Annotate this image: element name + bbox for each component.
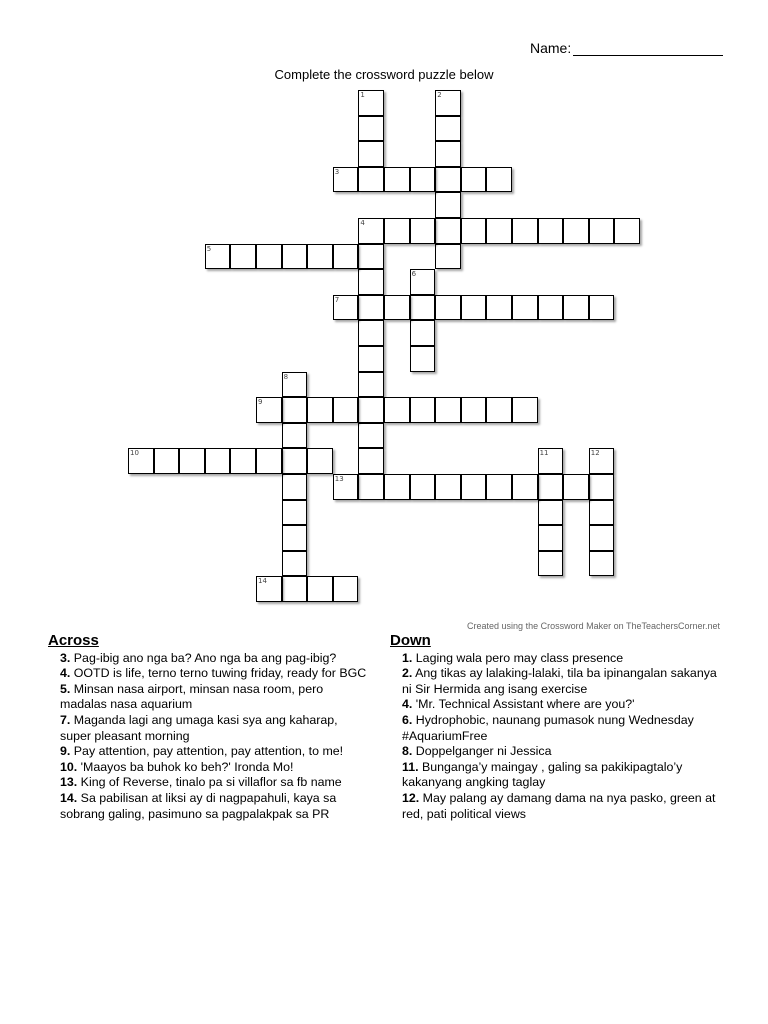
clue-item	[390, 744, 720, 760]
clue-number: 6	[411, 270, 417, 279]
clue-number: 1	[360, 91, 365, 99]
clue-item-number: 14.	[60, 790, 78, 805]
grid-cell[interactable]	[358, 397, 384, 423]
clue-item	[48, 651, 368, 667]
clue-item-text: OOTD is life, terno terno tuwing friday, ready for BGC	[70, 666, 367, 681]
grid-cell[interactable]	[333, 576, 359, 602]
grid-cell[interactable]	[512, 474, 538, 500]
grid-cell[interactable]	[282, 397, 308, 423]
grid-cell[interactable]	[205, 448, 231, 474]
clue-item-text: Pay attention, pay attention, pay attention, to me!	[70, 744, 344, 759]
grid-cell[interactable]	[410, 474, 436, 500]
grid-cell[interactable]	[435, 244, 461, 270]
grid-cell[interactable]	[282, 423, 308, 449]
clue-item	[390, 697, 720, 713]
grid-cell[interactable]	[358, 269, 384, 295]
grid-cell[interactable]	[282, 576, 308, 602]
clue-item-number: 8.	[402, 744, 413, 759]
grid-cell[interactable]	[538, 525, 564, 551]
grid-cell[interactable]	[589, 525, 615, 551]
clue-number: 12	[590, 449, 600, 458]
grid-cell[interactable]	[384, 397, 410, 423]
grid-cell[interactable]	[589, 474, 615, 500]
clue-item-number: 7.	[60, 712, 71, 727]
grid-cell[interactable]	[358, 116, 384, 142]
clue-item	[48, 744, 368, 760]
grid-cell[interactable]	[256, 244, 282, 270]
grid-cell[interactable]	[563, 218, 589, 244]
clue-item-number: 5.	[60, 681, 71, 696]
clue-item-number: 4.	[402, 697, 413, 712]
clue-item-number: 13.	[60, 775, 78, 790]
grid-cell[interactable]	[614, 218, 640, 244]
grid-cell[interactable]	[384, 474, 410, 500]
grid-cell[interactable]	[486, 397, 512, 423]
clue-item-text: Laging wala pero may class presence	[412, 650, 624, 665]
grid-cell[interactable]	[589, 218, 615, 244]
clue-item	[48, 713, 368, 744]
grid-cell[interactable]	[358, 244, 384, 270]
grid-cell[interactable]	[358, 295, 384, 321]
grid-cell[interactable]	[333, 244, 359, 270]
grid-cell[interactable]	[410, 397, 436, 423]
clue-item-number: 6.	[402, 712, 413, 727]
grid-cell[interactable]	[307, 397, 333, 423]
grid-cell[interactable]	[282, 500, 308, 526]
clue-item-number: 12.	[402, 790, 420, 805]
instructions: Complete the crossword puzzle below	[274, 67, 494, 82]
grid-cell[interactable]	[486, 295, 512, 321]
grid-cell[interactable]	[461, 474, 487, 500]
grid-cell[interactable]	[461, 167, 487, 193]
grid-cell[interactable]	[307, 576, 333, 602]
grid-cell[interactable]	[384, 295, 410, 321]
credit-text: Created using the Crossword Maker on TheTeachersCorner.net	[467, 621, 720, 631]
clue-item-number: 4.	[60, 666, 71, 681]
grid-cell[interactable]	[410, 218, 436, 244]
across-clues	[48, 633, 368, 822]
clue-number: 2	[437, 91, 442, 99]
clue-item-number: 11.	[402, 759, 419, 774]
grid-cell[interactable]	[410, 167, 436, 193]
grid-cell[interactable]	[512, 295, 538, 321]
clue-item	[390, 760, 720, 791]
grid-cell[interactable]	[435, 192, 461, 218]
grid-cell[interactable]	[563, 295, 589, 321]
grid-cell[interactable]	[333, 397, 359, 423]
grid-cell[interactable]	[589, 500, 615, 526]
grid-cell[interactable]	[461, 218, 487, 244]
clue-item-text: Maganda lagi ang umaga kasi sya ang kaharap, super pleasant morning	[60, 712, 338, 743]
clue-number: 9	[258, 398, 263, 407]
clue-number: 11	[539, 449, 549, 458]
clue-item-text: Ang tikas ay lalaking-lalaki, tila ba ipinangalan sakanya ni Sir Hermida ang isang exercise	[402, 666, 717, 696]
clue-item	[48, 666, 368, 682]
grid-cell[interactable]	[410, 320, 436, 346]
clue-item-text: King of Reverse, tinalo pa si villaflor sa fb name	[77, 775, 342, 790]
clue-item	[48, 791, 368, 822]
clue-item-text: 'Maayos ba buhok ko beh?' Ironda Mo!	[77, 759, 294, 774]
clue-item-text: Hydrophobic, naunang pumasok nung Wednesday #AquariumFree	[402, 712, 694, 743]
grid-cell[interactable]	[282, 525, 308, 551]
grid-cell[interactable]	[435, 167, 461, 193]
clue-item-text: Minsan nasa airport, minsan nasa room, pero madalas nasa aquarium	[60, 681, 324, 712]
clue-item-text: Bunganga’y maingay , galing sa pakikipagtalo’y kakanyang angking taglay	[402, 759, 683, 790]
grid-cell[interactable]	[435, 474, 461, 500]
grid-cell[interactable]	[358, 372, 384, 398]
grid-cell[interactable]	[538, 218, 564, 244]
clue-number: 7	[334, 295, 340, 304]
grid-cell[interactable]	[461, 295, 487, 321]
name-label: Name:	[530, 40, 572, 56]
grid-cell[interactable]	[307, 448, 333, 474]
grid-cell[interactable]	[435, 141, 461, 167]
grid-cell[interactable]	[589, 295, 615, 321]
clue-number: 8	[283, 372, 289, 381]
grid-cell[interactable]	[384, 218, 410, 244]
clue-item-text: Doppelganger ni Jessica	[412, 744, 552, 759]
grid-cell[interactable]	[282, 474, 308, 500]
clue-item	[390, 791, 720, 822]
grid-cell[interactable]	[461, 397, 487, 423]
grid-cell[interactable]	[230, 448, 256, 474]
clue-item-number: 3.	[60, 650, 71, 665]
across-heading: Across	[48, 632, 99, 649]
clue-item	[48, 760, 368, 776]
down-clue-list	[390, 651, 720, 823]
clue-item-number: 9.	[60, 744, 71, 759]
grid-cell[interactable]	[358, 346, 384, 372]
clue-number: 14	[258, 577, 267, 586]
grid-cell[interactable]	[358, 423, 384, 449]
grid-cell[interactable]	[256, 448, 282, 474]
grid-cell[interactable]	[410, 295, 436, 321]
grid-cell[interactable]	[538, 551, 564, 577]
grid-cell[interactable]	[179, 448, 205, 474]
clue-number: 4	[360, 219, 365, 227]
down-clues	[390, 633, 720, 822]
grid-cell[interactable]	[486, 474, 512, 500]
grid-cell[interactable]	[230, 244, 256, 270]
grid-cell[interactable]	[512, 397, 538, 423]
clue-number: 5	[206, 244, 212, 253]
grid-cell[interactable]	[358, 141, 384, 167]
clue-item-number: 2.	[402, 666, 413, 681]
clue-item	[390, 651, 720, 667]
grid-cell[interactable]	[486, 167, 512, 193]
grid-cell[interactable]	[282, 551, 308, 577]
grid-cell[interactable]	[384, 167, 410, 193]
clue-item-text: May palang ay damang dama na nya pasko, green at red, pati political views	[402, 790, 716, 821]
grid-cell[interactable]	[358, 474, 384, 500]
grid-cell[interactable]	[486, 218, 512, 244]
clue-number: 3	[334, 167, 340, 176]
grid-cell[interactable]	[538, 500, 564, 526]
clue-item	[48, 682, 368, 713]
grid-cell[interactable]	[282, 244, 308, 270]
grid-cell[interactable]	[410, 346, 436, 372]
grid-cell[interactable]	[154, 448, 180, 474]
grid-cell[interactable]	[358, 320, 384, 346]
clue-item-text: 'Mr. Technical Assistant where are you?'	[412, 697, 635, 712]
grid-cell[interactable]	[538, 295, 564, 321]
across-clue-list	[48, 651, 368, 823]
grid-cell[interactable]	[358, 167, 384, 193]
grid-cell[interactable]	[435, 116, 461, 142]
grid-cell[interactable]	[282, 448, 308, 474]
grid-cell[interactable]	[307, 244, 333, 270]
clue-item	[390, 713, 720, 744]
grid-cell[interactable]	[435, 397, 461, 423]
grid-cell[interactable]	[563, 474, 589, 500]
clue-item-text: Pag-ibig ano nga ba? Ano nga ba ang pag-ibig?	[70, 650, 337, 665]
grid-cell[interactable]	[538, 474, 564, 500]
clue-number: 10	[130, 449, 139, 458]
grid-cell[interactable]	[589, 551, 615, 577]
clue-item-number: 1.	[402, 650, 413, 665]
grid-cell[interactable]	[435, 218, 461, 244]
down-heading: Down	[390, 632, 431, 649]
clue-item	[48, 775, 368, 791]
grid-cell[interactable]	[358, 448, 384, 474]
grid-cell[interactable]	[512, 218, 538, 244]
clue-item-number: 10.	[60, 759, 78, 774]
clue-item-text: Sa pabilisan at liksi ay di nagpapahuli, kaya sa sobrang galing, pasimuno sa pagpalakpak sa PR	[60, 790, 337, 821]
clue-number: 13	[334, 475, 344, 483]
clue-item	[390, 666, 720, 697]
grid-cell[interactable]	[435, 295, 461, 321]
